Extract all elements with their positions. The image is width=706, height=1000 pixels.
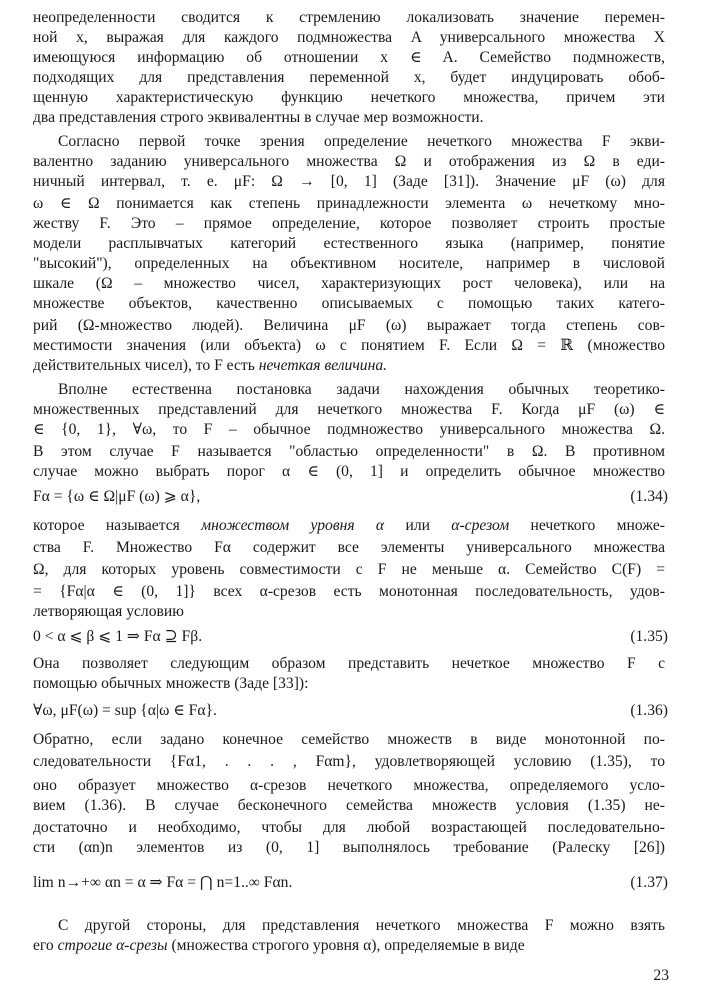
text-line: ной x, выражая для каждого подмножества A универсального множества X — [33, 29, 665, 46]
text-line: щенную характеристическую функцию нечеткого множества, причем эти — [33, 89, 665, 106]
equation-number: (1.34) — [630, 488, 668, 505]
text-line — [33, 356, 665, 376]
text-line: В этом случае F называется "областью определенности" в Ω. В противном — [33, 443, 665, 460]
text-span: его — [33, 937, 54, 954]
text-span: которое называется — [33, 517, 180, 534]
text-line: валентно заданию универсального множества Ω и отображения из Ω в еди- — [33, 153, 665, 170]
text-line: имеющуюся информацию об отношении x ∈ A. Семейство подмножеств, — [33, 49, 665, 66]
text-span: нечеткого множе- — [530, 517, 665, 534]
equation — [33, 626, 668, 648]
italic-term: строгие α-срезы — [57, 937, 168, 954]
text-line: Ω, для которых уровень совместимости с F не меньше α. Семейство C(F) = — [33, 561, 665, 578]
text-line: "высокий"), определенных на объективном носителе, например в числовой — [33, 255, 665, 272]
text-line: жеству F. Это – прямое определение, которое позволяет строить простые — [33, 215, 665, 232]
text-line: местимости значения (или объекта) ω с понятием F. Если Ω = ℝ (множество — [33, 337, 665, 354]
text-line: Согласно первой точке зрения определение нечеткого множества F экви- — [58, 133, 665, 150]
text-line: множестве объектов, качественно описываемых с помощью таких катего- — [33, 295, 665, 312]
equation — [33, 872, 668, 894]
text-span: (множества строгого уровня α), определяемые в виде — [171, 937, 525, 954]
text-line: шкале (Ω – множество чисел, характеризующих рост человека), или на — [33, 275, 665, 292]
italic-term: α-срезом — [451, 517, 510, 534]
text-line: Она позволяет следующим образом представить нечеткое множество F с — [33, 655, 665, 672]
equation — [33, 700, 668, 722]
equation-number: (1.35) — [630, 628, 668, 645]
text-line: С другой стороны, для представления нечеткого множества F можно взять — [58, 917, 665, 934]
text-line — [33, 936, 665, 956]
text-line: неопределенности сводится к стремлению локализовать значение перемен- — [33, 9, 665, 26]
equation — [33, 486, 668, 508]
page-number: 23 — [653, 967, 669, 984]
text-line: помощью обычных множеств (Заде [33]): — [33, 675, 309, 692]
text-line: ства F. Множество Fα содержит все элементы универсального множества — [33, 539, 665, 556]
text-line: сти (αn)n элементов из (0, 1] выполнялось требование (Ралеску [26]) — [33, 839, 665, 856]
text-line: ω ∈ Ω понимается как степень принадлежности элемента ω нечеткому мно- — [33, 195, 665, 212]
text-line: рий (Ω-множество людей). Величина μF (ω) выражает тогда степень сов- — [33, 317, 665, 334]
text-line: следовательности {Fα1, . . . , Fαm}, удовлетворяющей условию (1.35), то — [33, 753, 665, 770]
equation-formula: lim n→+∞ αn = α ⇒ Fα = ⋂ n=1..∞ Fαn. — [33, 874, 293, 891]
italic-term: множеством уровня α — [201, 517, 385, 534]
text-line: множественных представлений для нечеткого множества F. Когда μF (ω) ∈ — [33, 401, 665, 418]
text-line: летворяющая условию — [33, 603, 184, 620]
equation-number: (1.36) — [630, 702, 668, 719]
text-line: = {Fα|α ∈ (0, 1]} всех α-срезов есть монотонная последовательность, удов- — [33, 583, 665, 600]
text-line: ∈ {0, 1}, ∀ω, то F – обычное подмножество универсального множества Ω. — [33, 421, 665, 438]
text-line: достаточно и необходимо, чтобы для любой возрастающей последовательно- — [33, 819, 665, 836]
text-span: или — [405, 517, 430, 534]
text-line: Обратно, если задано конечное семейство множеств в виде монотонной по- — [33, 731, 665, 748]
text-line: ничный интервал, т. е. μF: Ω → [0, 1] (Заде [31]). Значение μF (ω) для — [33, 173, 665, 190]
text-line: два представления строго эквивалентны в случае мер возможности. — [33, 109, 484, 126]
text-line: случае можно выбрать порог α ∈ (0, 1] и определить обычное множество — [33, 463, 665, 480]
equation-formula: Fα = {ω ∈ Ω|μF (ω) ⩾ α}, — [33, 488, 201, 505]
text-line: модели расплывчатых категорий естественного языка (например, понятие — [33, 235, 665, 252]
text-line: оно образует множество α-срезов нечеткого множества, определяемого усло- — [33, 777, 665, 794]
equation-number: (1.37) — [630, 874, 668, 891]
text-line: Вполне естественна постановка задачи нахождения обычных теоретико- — [58, 381, 665, 398]
italic-term: нечеткая величина. — [258, 357, 388, 374]
equation-formula: ∀ω, μF(ω) = sup {α|ω ∈ Fα}. — [33, 702, 217, 719]
equation-formula: 0 < α ⩽ β ⩽ 1 ⇒ Fα ⊇ Fβ. — [33, 628, 203, 645]
text-line: подходящих для представления переменной x, будет индуцировать обоб- — [33, 69, 665, 86]
text-span: действительных чисел), то F есть — [33, 357, 255, 374]
text-line: вием (1.36). В случае бесконечного семейства множеств условия (1.35) не- — [33, 797, 665, 814]
text-line — [33, 516, 665, 536]
